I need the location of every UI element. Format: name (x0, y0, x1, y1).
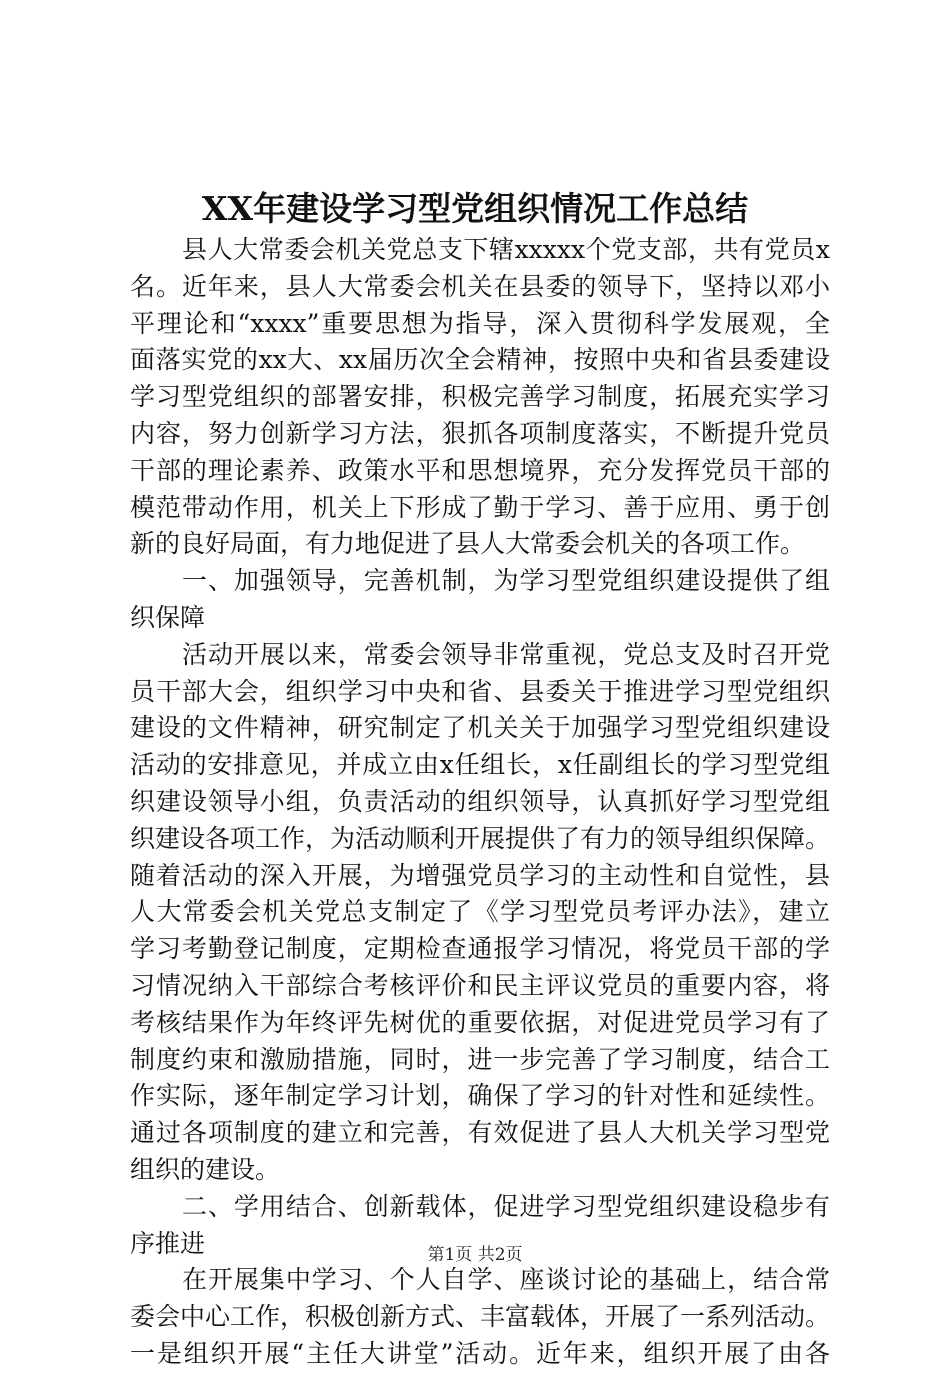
text-line: 新的良好局面，有力地促进了县人大常委会机关的各项工作。 (130, 529, 806, 559)
text-line: 一是组织开展“主任大讲堂”活动。近年来，组织开展了由各 (130, 1338, 830, 1368)
text-line: 员干部大会，组织学习中央和省、县委关于推进学习型党组织 (130, 676, 830, 706)
text-line: 组织的建设。 (130, 1154, 281, 1184)
text-line: 县人大常委会机关党总支下辖xxxxx个党支部，共有党员x (182, 235, 830, 264)
text-line: 活动开展以来，常委会领导非常重视，党总支及时召开党 (182, 639, 830, 669)
text-line: 制度约束和激励措施，同时，进一步完善了学习制度，结合工 (130, 1044, 830, 1074)
text-line: 作实际，逐年制定学习计划，确保了学习的针对性和延续性。 (130, 1081, 830, 1111)
text-line: 活动的安排意见，并成立由x任组长，x任副组长的学习型党组 (130, 750, 830, 780)
text-line: 平理论和“xxxx”重要思想为指导，深入贯彻科学发展观，全 (130, 308, 830, 338)
text-line: 名。近年来，县人大常委会机关在县委的领导下，坚持以邓小 (130, 271, 830, 301)
text-line: 通过各项制度的建立和完善，有效促进了县人大机关学习型党 (130, 1118, 830, 1148)
text-line: 织建设各项工作，为活动顺利开展提供了有力的领导组织保障。 (130, 823, 831, 853)
text-line: 模范带动作用，机关上下形成了勤于学习、善于应用、勇于创 (130, 492, 830, 522)
text-line: 习情况纳入干部综合考核评价和民主评议党员的重要内容，将 (130, 970, 830, 1000)
text-line: 织建设领导小组，负责活动的组织领导，认真抓好学习型党组 (130, 786, 830, 816)
text-line: 织保障 (130, 602, 206, 632)
text-line: 人大常委会机关党总支制定了《学习型党员考评办法》，建立 (130, 897, 830, 927)
document-body (130, 232, 830, 1373)
text-line: 面落实党的xx大、xx届历次全会精神，按照中央和省县委建设 (130, 345, 830, 375)
text-line: 考核结果作为年终评先树优的重要依据，对促进党员学习有了 (130, 1007, 830, 1037)
page-footer: 第1页 共2页 (427, 1245, 523, 1265)
text-line: 干部的理论素养、政策水平和思想境界，充分发挥党员干部的 (130, 455, 830, 485)
text-line: 建设的文件精神，研究制定了机关关于加强学习型党组织建设 (130, 713, 830, 743)
text-line: 学习考勤登记制度，定期检查通报学习情况，将党员干部的学 (130, 934, 830, 964)
text-line: 委会中心工作，积极创新方式、丰富载体，开展了一系列活动。 (130, 1302, 831, 1332)
text-line: 学习型党组织的部署安排，积极完善学习制度，拓展充实学习 (130, 382, 830, 412)
text-line: 二、学用结合、创新载体，促进学习型党组织建设稳步有 (182, 1191, 830, 1221)
text-line: 一、加强领导，完善机制，为学习型党组织建设提供了组 (182, 566, 830, 596)
text-line: 随着活动的深入开展，为增强党员学习的主动性和自觉性，县 (130, 860, 830, 890)
text-line: 内容，努力创新学习方法，狠抓各项制度落实，不断提升党员 (130, 418, 830, 448)
text-line: 在开展集中学习、个人自学、座谈讨论的基础上，结合常 (182, 1265, 830, 1295)
page-title: XX年建设学习型党组织情况工作总结 (201, 189, 749, 228)
text-line: 序推进 (130, 1228, 206, 1258)
